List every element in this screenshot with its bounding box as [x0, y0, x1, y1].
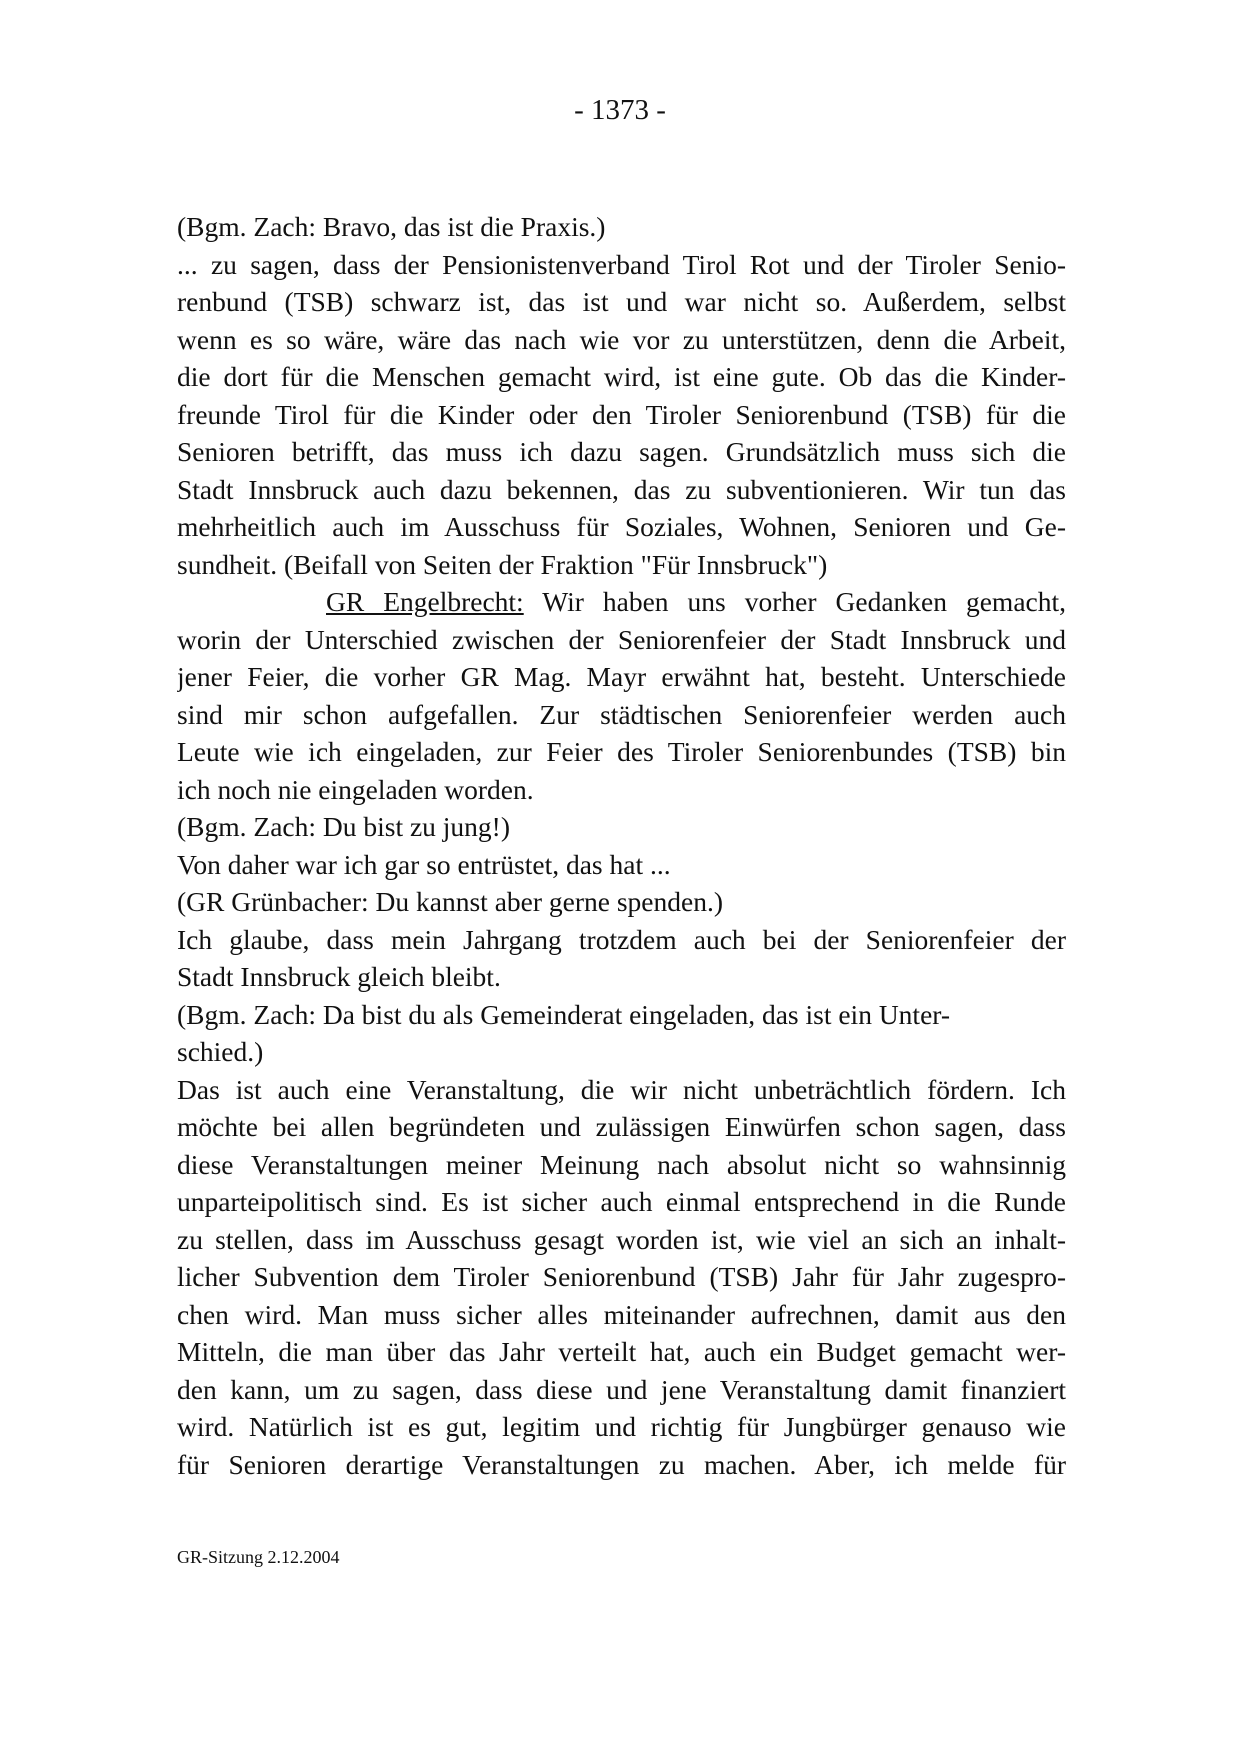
speaker-text: Wir haben uns vorher Gedanken gemacht, — [542, 586, 1066, 617]
text-line: (Bgm. Zach: Da bist du als Gemeinderat eingeladen, das ist ein Unter- — [177, 998, 951, 1030]
text-line: mehrheitlich auch im Ausschuss für Soziales, Wohnen, Senioren und Ge- — [177, 511, 1066, 542]
text-line: Stadt Innsbruck auch dazu bekennen, das zu subventionieren. Wir tun das — [177, 473, 1066, 505]
footer-session-date: GR-Sitzung 2.12.2004 — [177, 1547, 340, 1567]
text-line: unparteipolitisch sind. Es ist sicher auch einmal entsprechend in die Runde — [177, 1186, 1066, 1217]
text-line: sundheit. (Beifall von Seiten der Fraktion "Für Innsbruck") — [177, 548, 828, 580]
text-line: (Bgm. Zach: Bravo, das ist die Praxis.) — [177, 211, 606, 242]
text-line: zu stellen, dass im Ausschuss gesagt worden ist, wie viel an sich an inhalt- — [177, 1223, 1066, 1255]
text-line: ich noch nie eingeladen worden. — [177, 773, 534, 805]
text-line: (Bgm. Zach: Du bist zu jung!) — [177, 811, 510, 842]
text-line: den kann, um zu sagen, dass diese und jene Veranstaltung damit finanziert — [177, 1373, 1066, 1405]
text-line: Stadt Innsbruck gleich bleibt. — [177, 961, 501, 992]
speaker-line — [177, 583, 1066, 621]
text-line: (GR Grünbacher: Du kannst aber gerne spenden.) — [177, 886, 723, 917]
text-line: Von daher war ich gar so entrüstet, das hat ... — [177, 848, 671, 880]
text-line: Senioren betrifft, das muss ich dazu sagen. Grundsätzlich muss sich die — [177, 436, 1066, 467]
text-line: worin der Unterschied zwischen der Seniorenfeier der Stadt Innsbruck und — [177, 623, 1066, 655]
speaker-name: GR Engelbrecht: — [326, 586, 524, 617]
text-line: licher Subvention dem Tiroler Seniorenbund (TSB) Jahr für Jahr zugespro- — [177, 1261, 1066, 1292]
text-line: renbund (TSB) schwarz ist, das ist und war nicht so. Außerdem, selbst — [177, 286, 1066, 317]
page-number: - 1373 - — [574, 94, 666, 126]
text-line: ... zu sagen, dass der Pensionistenverband Tirol Rot und der Tiroler Senio- — [177, 248, 1066, 280]
text-line: jener Feier, die vorher GR Mag. Mayr erwähnt hat, besteht. Unterschiede — [177, 661, 1066, 692]
text-line: Leute wie ich eingeladen, zur Feier des Tiroler Seniorenbundes (TSB) bin — [177, 736, 1066, 767]
text-line: wird. Natürlich ist es gut, legitim und richtig für Jungbürger genauso wie — [177, 1411, 1066, 1442]
text-line: möchte bei allen begründeten und zulässigen Einwürfen schon sagen, dass — [177, 1111, 1066, 1142]
text-line: Das ist auch eine Veranstaltung, die wir nicht unbeträchtlich fördern. Ich — [177, 1073, 1066, 1105]
text-line: diese Veranstaltungen meiner Meinung nach absolut nicht so wahnsinnig — [177, 1148, 1066, 1180]
text-line: die dort für die Menschen gemacht wird, ist eine gute. Ob das die Kinder- — [177, 361, 1066, 392]
document-body — [177, 208, 1066, 1483]
text-line: sind mir schon aufgefallen. Zur städtischen Seniorenfeier werden auch — [177, 698, 1066, 730]
text-line: chen wird. Man muss sicher alles miteinander aufrechnen, damit aus den — [177, 1298, 1066, 1330]
text-line: schied.) — [177, 1036, 264, 1067]
text-line: für Senioren derartige Veranstaltungen zu machen. Aber, ich melde für — [177, 1448, 1066, 1480]
text-line: Ich glaube, dass mein Jahrgang trotzdem auch bei der Seniorenfeier der — [177, 923, 1066, 955]
text-line: freunde Tirol für die Kinder oder den Tiroler Seniorenbund (TSB) für die — [177, 398, 1066, 430]
text-line: Mitteln, die man über das Jahr verteilt hat, auch ein Budget gemacht wer- — [177, 1336, 1066, 1367]
text-line: wenn es so wäre, wäre das nach wie vor zu unterstützen, denn die Arbeit, — [177, 323, 1066, 355]
